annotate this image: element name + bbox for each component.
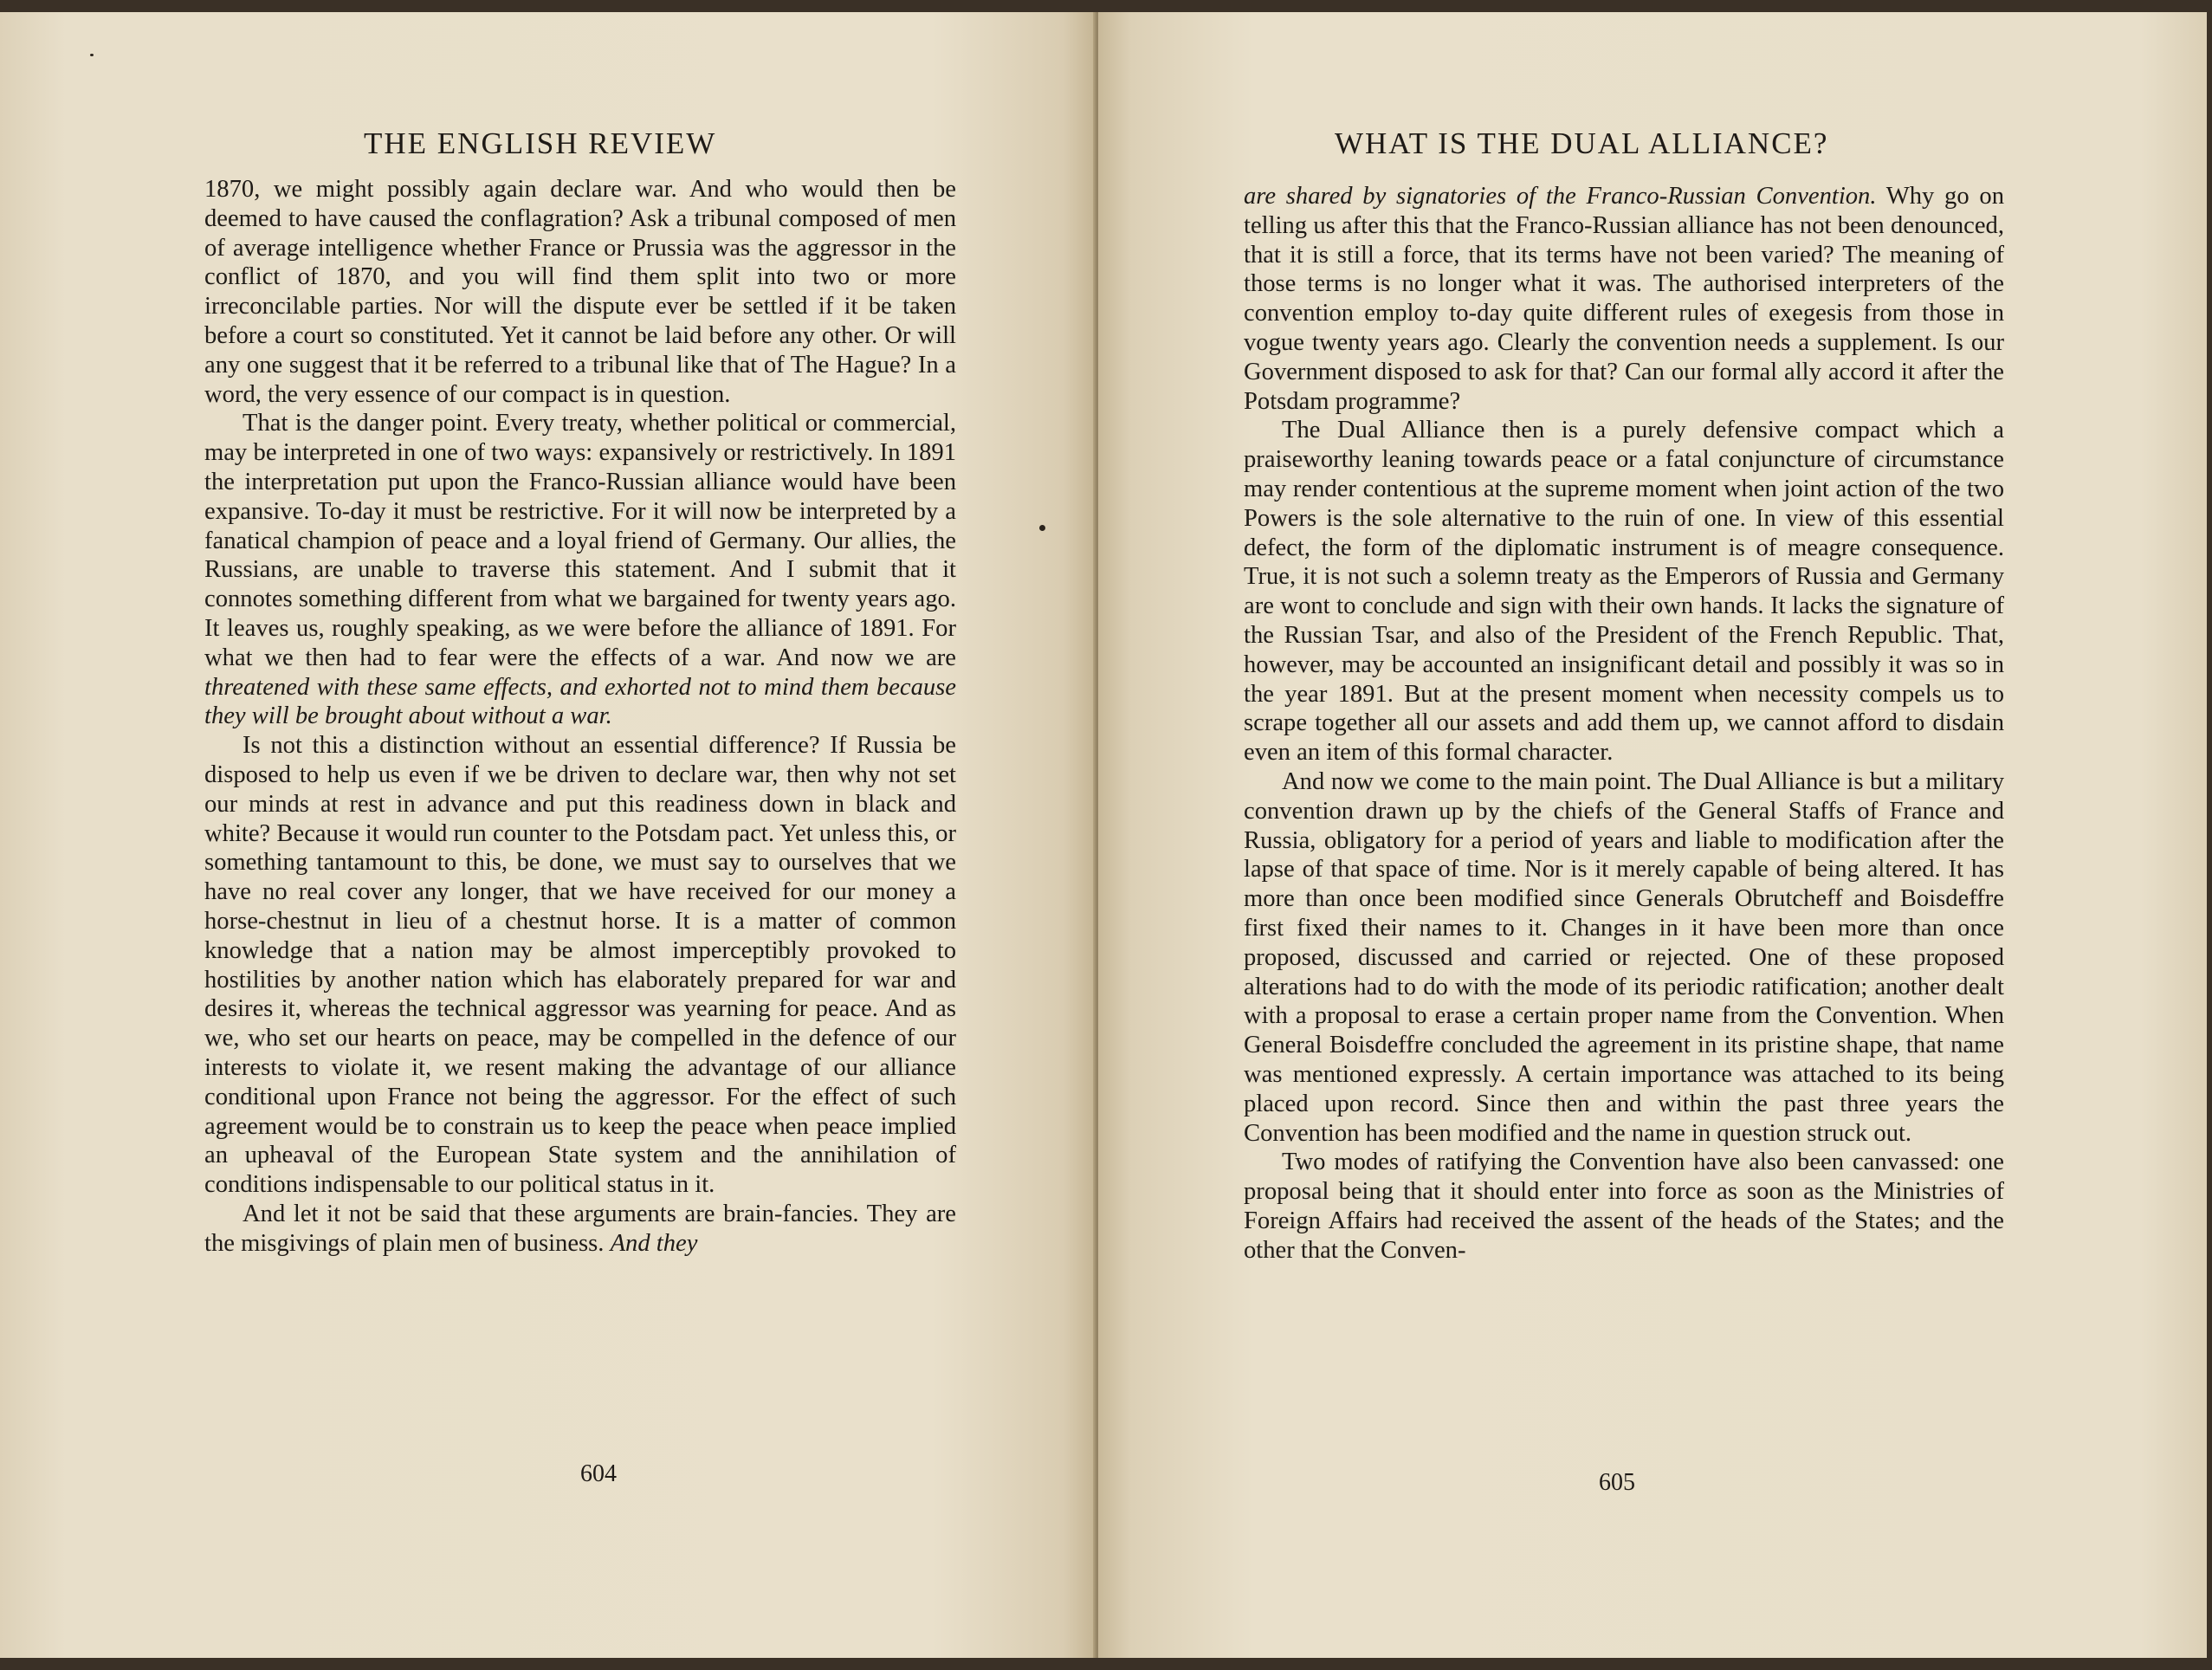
ink-speck (90, 54, 94, 56)
paragraph: The Dual Alliance then is a purely defensive compact which a praiseworthy leaning towards peace or a fatal conjuncture of circumstance may render contentious at the supreme moment when joint action of the two Powers is the sole alternative to the ruin of one. In view of this essential defect, the form of the diplomatic instrument is of meagre consequence. True, it is not such a solemn treaty as the Emperors of Russia and Germany are wont to conclude and sign with their own hands. It lacks the signature of the Russian Tsar, and also of the President of the French Republic. That, however, may be accounted an insignificant detail and possibly it was so in the year 1891. But at the present moment when necessity compels us to scrape together all our assets and add them up, we cannot afford to disdain even an item of this formal character. (1244, 417, 2004, 767)
paragraph-text: Why go on telling us after this that the Franco-Russian alliance has not been denounced, that it is still a force, that its terms have not been varied? The meaning of those terms is no longer what it was. The authorised interpreters of the convention employ to-day quite different rules of exegesis from those in vogue twenty years ago. Clearly the convention needs a supplement. Is our Government disposed to ask for that? Can our formal ally accord it after the Potsdam programme? (1244, 183, 2004, 415)
italic-passage: are shared by signatories of the Franco-Russian Convention. (1244, 183, 1877, 210)
paragraph: And now we come to the main point. The Dual Alliance is but a military convention drawn up by the chiefs of the General Staffs of France and Russia, obligatory for a period of years and liable to modification after the lapse of that space of time. Nor is it merely capable of being altered. It has more than once been modified since Generals Obrutcheff and Boisdeffre first fixed their names to it. Changes in it have been more than once proposed, discussed and carried or rejected. One of these proposed alterations had to do with the mode of its periodic ratification; another dealt with a proposal to erase a certain proper name from the Convention. When General Boisdeffre concluded the agreement in its pristine shape, that name was mentioned expressly. A certain importance was attached to its being placed upon record. Since then and within the past three years the Convention has been modified and the name in question struck out. (1244, 767, 2004, 1147)
italic-passage: threatened with these same effects, and exhorted not to mind them because they will be brought about without a war. (204, 673, 956, 730)
left-page-text (204, 175, 956, 1258)
right-page-text (1244, 182, 2004, 1265)
ink-speck (1039, 525, 1045, 531)
running-head-right: WHAT IS THE DUAL ALLIANCE? (1335, 126, 1829, 160)
paragraph: 1870, we might possibly again declare war. And who would then be deemed to have caused the conflagration? Ask a tribunal composed of men of average intelligence whether France or Prussia was the aggressor in the conflict of 1870, and you will find them split into two or more irreconcilable parties. Nor will the dispute ever be settled if it be taken before a court so constituted. Yet it cannot be laid before any other. Or will any one suggest that it be referred to a tribunal like that of The Hague? In a word, the very essence of our compact is in question. (204, 176, 956, 408)
paragraph (204, 409, 956, 731)
paragraph-text: And let it not be said that these arguments are brain-fancies. They are the misgivings of plain men of business. (204, 1200, 956, 1257)
page-number-left: 604 (580, 1460, 617, 1487)
italic-passage: And they (610, 1229, 698, 1257)
page-number-right: 605 (1599, 1469, 1635, 1496)
right-page (1098, 12, 2207, 1658)
left-page (0, 12, 1096, 1658)
paragraph (204, 1200, 956, 1259)
running-head-left: THE ENGLISH REVIEW (364, 126, 717, 160)
paragraph (1244, 182, 2004, 416)
paragraph: Is not this a distinction without an essential difference? If Russia be disposed to help us even if we be driven to declare war, then why not set our minds at rest in advance and put this readiness down in black and white? Because it would run counter to the Potsdam pact. Yet unless this, or something tantamount to this, be done, we must say to ourselves that we have no real cover any longer, that we have received for our money a horse-chestnut in lieu of a chestnut horse. It is a matter of common knowledge that a nation may be almost imperceptibly provoked to hostilities by another nation which has elaborately prepared for war and desires it, whereas the technical aggressor was yearning for peace. And as we, who set our hearts on peace, may be compelled in the defence of our interests to violate it, we resent making the advantage of our alliance conditional upon France not being the aggressor. For the effect of such agreement would be to constrain us to keep the peace when peace implied an upheaval of the European State system and the annihilation of conditions indispensable to our political status in it. (204, 732, 956, 1199)
paragraph: Two modes of ratifying the Convention have also been canvassed: one proposal being that it should enter into force as soon as the Ministries of Foreign Affairs had received the assent of the heads of the States; and the other that the Conven- (1244, 1149, 2004, 1264)
paragraph-text: That is the danger point. Every treaty, whether political or commercial, may be interpreted in one of two ways: expansively or restrictively. In 1891 the interpretation put upon the Franco-Russian alliance would have been expansive. To-day it must be restrictive. For it will now be interpreted by a fanatical champion of peace and a loyal friend of Germany. Our allies, the Russians, are unable to traverse this statement. And I submit that it connotes something different from what we bargained for twenty years ago. It leaves us, roughly speaking, as we were before the alliance of 1891. For what we then had to fear were the effects of a war. And now we are (204, 410, 956, 671)
